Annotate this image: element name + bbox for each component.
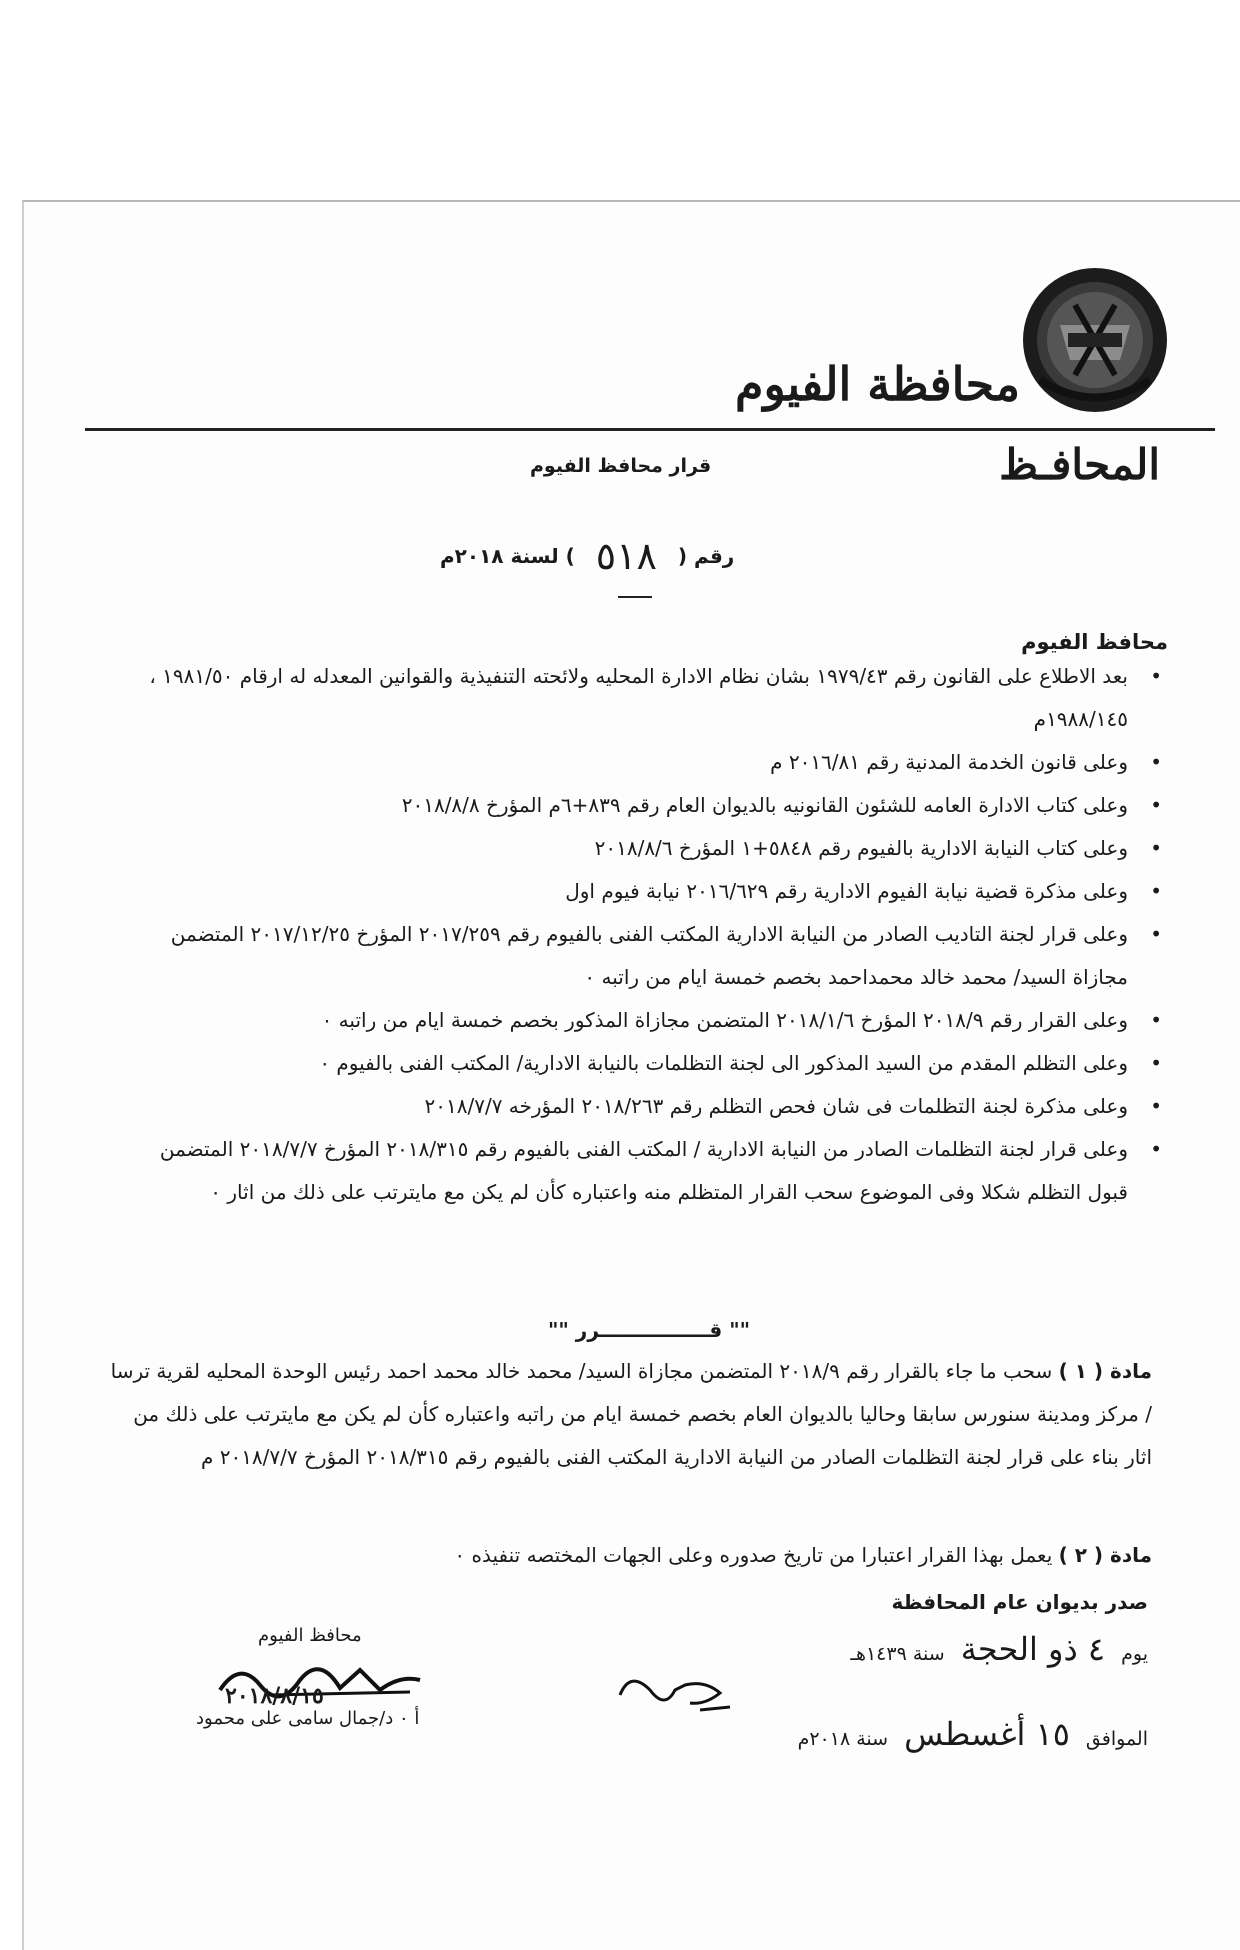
number-suffix: ) لسنة ٢٠١٨م (440, 544, 575, 568)
decision-heading: قرار محافظ الفيوم (530, 455, 712, 477)
hijri-date-line (850, 1630, 1148, 1668)
signatory-title: محافظ الفيوم (258, 1625, 362, 1646)
article-2-label: مادة ( ٢ ) (1058, 1543, 1152, 1567)
preamble-clause: • وعلى مذكرة قضية نيابة الفيوم الادارية رقم ٢٠١٦/٦٢٩ نيابة فيوم اول (138, 870, 1128, 913)
decree-heading: "" قــــــــــــــــرر "" (548, 1318, 751, 1342)
article-2-text: يعمل بهذا القرار اعتبارا من تاريخ صدوره وعلى الجهات المختصه تنفيذه ٠ (454, 1543, 1053, 1567)
number-prefix: رقم ( (677, 544, 735, 568)
agreeing-hand: ١٥ أغسطس (904, 1715, 1070, 1753)
decision-number (440, 528, 735, 578)
governorate-logo-seal (1020, 265, 1170, 415)
gregorian-year: سنة ٢٠١٨م (797, 1728, 889, 1750)
article-1-label: مادة ( ١ ) (1058, 1359, 1152, 1383)
agreeing-prefix: الموافق (1085, 1728, 1148, 1750)
governorate-title: محافظة الفيوم (735, 357, 1020, 411)
preamble-clause: • وعلى كتاب النيابة الادارية بالفيوم رقم ٥٨٤٨+١ المؤرخ ٢٠١٨/٨/٦ (138, 827, 1128, 870)
preamble-clause: • وعلى قرار لجنة التظلمات الصادر من النيابة الادارية / المكتب الفنى بالفيوم رقم ٢٠١٨/٣١٥ المؤرخ ٢٠١٨/٧/٧ المتضمن قبول التظلم شكلا وفى الموضوع سحب القرار المتظلم منه واعتباره كأن لم يكن مع مايترتب على ذلك من اثار ٠ (138, 1128, 1128, 1214)
governor-label: محافظ الفيوم (1021, 630, 1168, 654)
hijri-year: سنة ١٤٣٩هـ (850, 1643, 945, 1665)
preamble-clause: • وعلى قرار لجنة التاديب الصادر من النيابة الادارية المكتب الفنى بالفيوم رقم ٢٠١٧/٢٥٩ المؤرخ ٢٠١٧/١٢/٢٥ المتضمن مجازاة السيد/ محمد خالد محمداحمد بخصم خمسة ايام من راتبه ٠ (138, 913, 1128, 999)
signatory-date: ٢٠١٨/٨/١٥ (225, 1683, 324, 1709)
office-title: المحافـظ (999, 440, 1160, 489)
preamble-clause: • بعد الاطلاع على القانون رقم ١٩٧٩/٤٣ بشان نظام الادارة المحليه ولائحته التنفيذية والقوانين المعدله له ارقام ١٩٨١/٥٠ ، ١٩٨٨/١٤٥م (138, 655, 1128, 741)
preamble-clause: • وعلى التظلم المقدم من السيد المذكور الى لجنة التظلمات بالنيابة الادارية/ المكتب الفنى بالفيوم ٠ (138, 1042, 1128, 1085)
preamble-clause: • وعلى مذكرة لجنة التظلمات فى شان فحص التظلم رقم ٢٠١٨/٢٦٣ المؤرخه ٢٠١٨/٧/٧ (138, 1085, 1128, 1128)
preamble-clause: • وعلى القرار رقم ٢٠١٨/٩ المؤرخ ٢٠١٨/١/٦ المتضمن مجازاة المذكور بخصم خمسة ايام من راتبه ٠ (138, 999, 1128, 1042)
article-2 (102, 1540, 1152, 1570)
preamble-list (138, 655, 1128, 1214)
number-underline (618, 596, 652, 598)
preamble-clause: • وعلى قانون الخدمة المدنية رقم ٢٠١٦/٨١ م (138, 741, 1128, 784)
day-hand: ٤ ذو الحجة (960, 1630, 1106, 1668)
number-value: ٥١٨ (595, 534, 657, 578)
article-1-text: سحب ما جاء بالقرار رقم ٢٠١٨/٩ المتضمن مجازاة السيد/ محمد خالد محمد احمد رئيس الوحدة المحليه لقرية ترسا / مركز ومدينة سنورس سابقا وحاليا بالديوان العام بخصم خمسة ايام من راتبه واعتباره كأن لم يكن مع مايترتب على ذلك من اثار بناء على قرار لجنة التظلمات الصادر من النيابة الادارية المكتب الفنى بالفيوم رقم ٢٠١٨/٣١٥ المؤرخ ٢٠١٨/٧/٧ م (110, 1359, 1152, 1469)
header-rule (85, 428, 1215, 431)
day-prefix: يوم (1121, 1643, 1148, 1665)
article-1 (102, 1350, 1152, 1479)
issued-at: صدر بديوان عام المحافظة (891, 1590, 1148, 1614)
gregorian-date-line (798, 1715, 1148, 1753)
initials-signature (610, 1665, 740, 1725)
signatory-name: أ ٠ د/جمال سامى على محمود (196, 1708, 420, 1729)
preamble-clause: • وعلى كتاب الادارة العامه للشئون القانونيه بالديوان العام رقم ٨٣٩+٦م المؤرخ ٢٠١٨/٨/٨ (138, 784, 1128, 827)
